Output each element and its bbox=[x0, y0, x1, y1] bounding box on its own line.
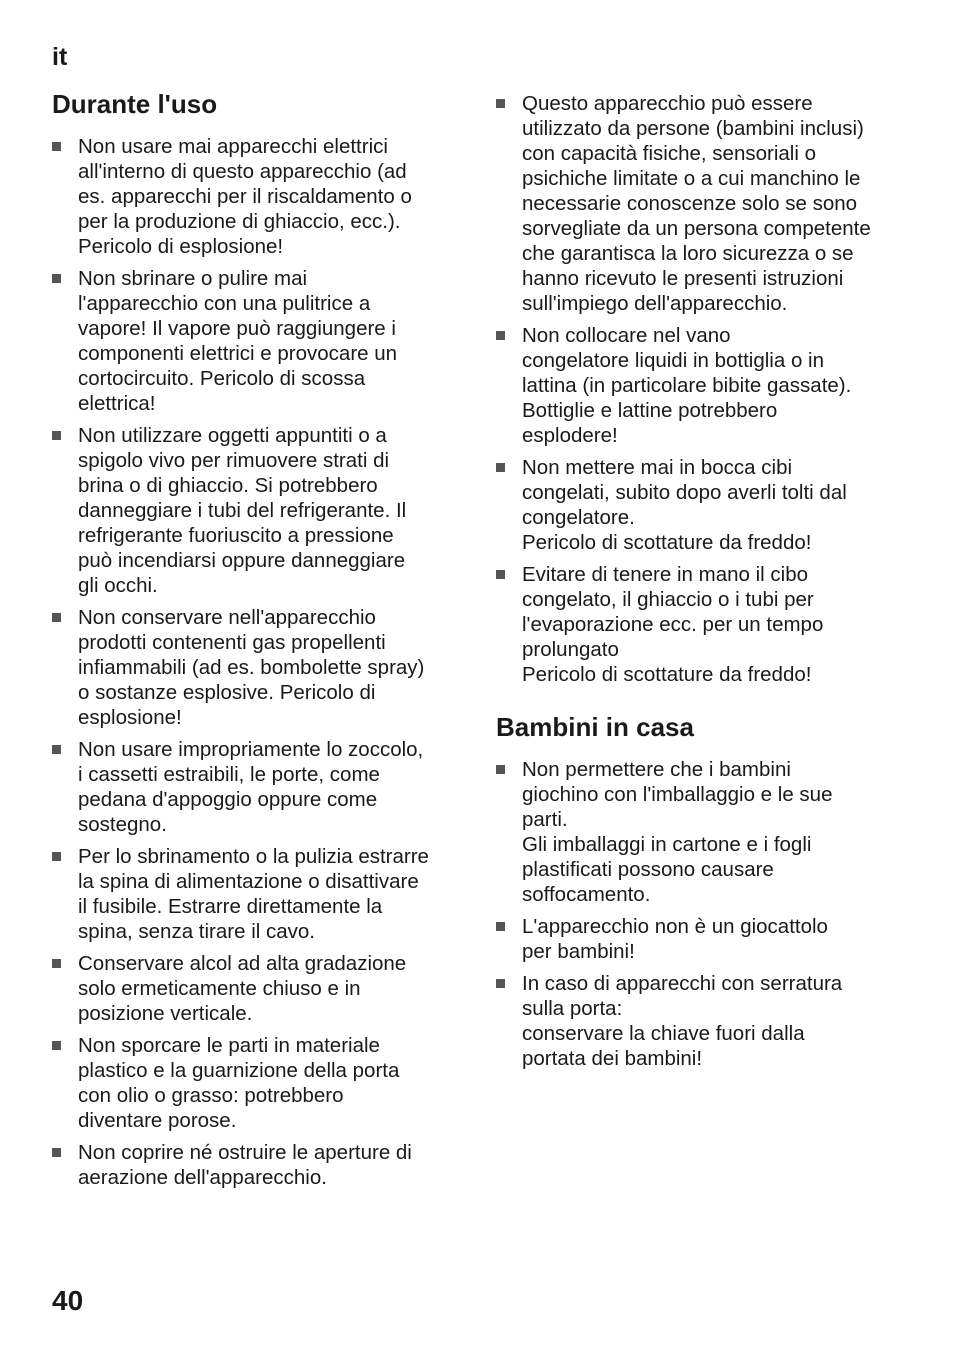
square-bullet-icon bbox=[52, 745, 61, 754]
list-item-line: Conservare alcol ad alta gradazione bbox=[78, 952, 407, 975]
list-item bbox=[496, 323, 906, 448]
list-item-line: con capacità fisiche, sensoriali o bbox=[522, 142, 816, 165]
list-item-line: soffocamento. bbox=[522, 883, 651, 906]
list-item-line: vapore! Il vapore può raggiungere i bbox=[78, 317, 396, 340]
list-item-line: per la produzione di ghiaccio, ecc.). bbox=[78, 210, 401, 233]
list-item-line: Pericolo di scottature da freddo! bbox=[522, 663, 812, 686]
list-item-line: refrigerante fuoriuscito a pressione bbox=[78, 524, 394, 547]
safety-list-durante-uso bbox=[52, 134, 462, 1197]
list-item-line: congelato, il ghiaccio o i tubi per bbox=[522, 588, 814, 611]
list-item bbox=[52, 1140, 462, 1190]
list-item-line: portata dei bambini! bbox=[522, 1047, 703, 1070]
list-item bbox=[52, 605, 462, 730]
list-item-line: congelatore liquidi in bottiglia o in bbox=[522, 349, 825, 372]
list-item-line: Questo apparecchio può essere bbox=[522, 92, 813, 115]
safety-list-continued bbox=[496, 91, 906, 694]
square-bullet-icon bbox=[52, 274, 61, 283]
list-item-line: spigolo vivo per rimuovere strati di bbox=[78, 449, 390, 472]
list-item-line: o sostanze esplosive. Pericolo di bbox=[78, 681, 376, 704]
list-item-line: infiammabili (ad es. bombolette spray) bbox=[78, 656, 425, 679]
list-item-line: congelati, subito dopo averli tolti dal bbox=[522, 481, 847, 504]
list-item-line: esplosione! bbox=[78, 706, 182, 729]
square-bullet-icon bbox=[52, 142, 61, 151]
list-item bbox=[496, 455, 906, 555]
list-item-line: elettrica! bbox=[78, 392, 156, 415]
list-item-line: psichiche limitate o a cui manchino le bbox=[522, 167, 861, 190]
list-item-line: Non utilizzare oggetti appuntiti o a bbox=[78, 424, 387, 447]
list-item-line: In caso di apparecchi con serratura bbox=[522, 972, 843, 995]
list-item-line: gli occhi. bbox=[78, 574, 158, 597]
list-item-line: es. apparecchi per il riscaldamento o bbox=[78, 185, 412, 208]
square-bullet-icon bbox=[52, 1148, 61, 1157]
list-item-line: con olio o grasso: potrebbero bbox=[78, 1084, 344, 1107]
list-item bbox=[52, 134, 462, 259]
square-bullet-icon bbox=[52, 613, 61, 622]
list-item-line: conservare la chiave fuori dalla bbox=[522, 1022, 805, 1045]
list-item-line: sostegno. bbox=[78, 813, 167, 836]
list-item-line: sull'impiego dell'apparecchio. bbox=[522, 292, 788, 315]
list-item-line: Pericolo di scottature da freddo! bbox=[522, 531, 812, 554]
list-item-line: cortocircuito. Pericolo di scossa bbox=[78, 367, 366, 390]
list-item bbox=[496, 562, 906, 687]
list-item-line: l'evaporazione ecc. per un tempo bbox=[522, 613, 824, 636]
list-item-line: diventare porose. bbox=[78, 1109, 237, 1132]
list-item-line: necessarie conoscenze solo se sono bbox=[522, 192, 858, 215]
list-item-line: prodotti contenenti gas propellenti bbox=[78, 631, 386, 654]
list-item-line: L'apparecchio non è un giocattolo bbox=[522, 915, 828, 938]
list-item bbox=[496, 91, 906, 316]
list-item-line: Non permettere che i bambini bbox=[522, 758, 791, 781]
list-item-line: Non mettere mai in bocca cibi bbox=[522, 456, 793, 479]
square-bullet-icon bbox=[496, 331, 505, 340]
square-bullet-icon bbox=[496, 570, 505, 579]
list-item-line: sulla porta: bbox=[522, 997, 623, 1020]
list-item-line: pedana d'appoggio oppure come bbox=[78, 788, 378, 811]
list-item bbox=[52, 844, 462, 944]
list-item-line: giochino con l'imballaggio e le sue bbox=[522, 783, 833, 806]
list-item bbox=[52, 737, 462, 837]
list-item-line: l'apparecchio con una pulitrice a bbox=[78, 292, 371, 315]
page-number: 40 bbox=[52, 1285, 84, 1316]
list-item-line: plastificati possono causare bbox=[522, 858, 774, 881]
section-title-bambini: Bambini in casa bbox=[496, 712, 694, 742]
list-item-line: Pericolo di esplosione! bbox=[78, 235, 284, 258]
list-item bbox=[52, 951, 462, 1026]
list-item-line: parti. bbox=[522, 808, 568, 831]
list-item-line: all'interno di questo apparecchio (ad bbox=[78, 160, 407, 183]
list-item-line: spina, senza tirare il cavo. bbox=[78, 920, 316, 943]
list-item bbox=[52, 1033, 462, 1133]
list-item-line: il fusibile. Estrarre direttamente la bbox=[78, 895, 383, 918]
square-bullet-icon bbox=[52, 852, 61, 861]
list-item-line: plastico e la guarnizione della porta bbox=[78, 1059, 400, 1082]
square-bullet-icon bbox=[52, 431, 61, 440]
list-item-line: Non usare mai apparecchi elettrici bbox=[78, 135, 388, 158]
list-item-line: sorvegliate da un persona competente bbox=[522, 217, 871, 240]
list-item-line: brina o di ghiaccio. Si potrebbero bbox=[78, 474, 378, 497]
list-item-line: può incendiarsi oppure danneggiare bbox=[78, 549, 406, 572]
list-item-line: componenti elettrici e provocare un bbox=[78, 342, 398, 365]
square-bullet-icon bbox=[496, 979, 505, 988]
list-item-line: congelatore. bbox=[522, 506, 635, 529]
list-item-line: Non coprire né ostruire le aperture di bbox=[78, 1141, 412, 1164]
list-item-line: posizione verticale. bbox=[78, 1002, 253, 1025]
safety-list-bambini bbox=[496, 757, 906, 1078]
list-item-line: Non sporcare le parti in materiale bbox=[78, 1034, 380, 1057]
list-item-line: prolungato bbox=[522, 638, 619, 661]
list-item-line: aerazione dell'apparecchio. bbox=[78, 1166, 327, 1189]
list-item-line: Evitare di tenere in mano il cibo bbox=[522, 563, 809, 586]
list-item-line: Bottiglie e lattine potrebbero bbox=[522, 399, 778, 422]
list-item bbox=[496, 971, 906, 1071]
list-item-line: lattina (in particolare bibite gassate). bbox=[522, 374, 852, 397]
list-item-line: per bambini! bbox=[522, 940, 635, 963]
section-title-durante-uso: Durante l'uso bbox=[52, 89, 218, 119]
list-item bbox=[496, 914, 906, 964]
list-item-line: Gli imballaggi in cartone e i fogli bbox=[522, 833, 812, 856]
list-item bbox=[52, 266, 462, 416]
square-bullet-icon bbox=[496, 463, 505, 472]
square-bullet-icon bbox=[52, 1041, 61, 1050]
list-item-line: Non collocare nel vano bbox=[522, 324, 731, 347]
square-bullet-icon bbox=[52, 959, 61, 968]
list-item-line: Non sbrinare o pulire mai bbox=[78, 267, 308, 290]
list-item-line: Non usare impropriamente lo zoccolo, bbox=[78, 738, 424, 761]
list-item-line: hanno ricevuto le presenti istruzioni bbox=[522, 267, 844, 290]
list-item-line: esplodere! bbox=[522, 424, 618, 447]
list-item bbox=[496, 757, 906, 907]
square-bullet-icon bbox=[496, 765, 505, 774]
list-item-line: che garantisca la loro sicurezza o se bbox=[522, 242, 854, 265]
list-item-line: Per lo sbrinamento o la pulizia estrarre bbox=[78, 845, 429, 868]
square-bullet-icon bbox=[496, 99, 505, 108]
language-code: it bbox=[52, 43, 68, 71]
list-item-line: danneggiare i tubi del refrigerante. Il bbox=[78, 499, 407, 522]
list-item-line: la spina di alimentazione o disattivare bbox=[78, 870, 419, 893]
list-item-line: i cassetti estraibili, le porte, come bbox=[78, 763, 380, 786]
list-item-line: solo ermeticamente chiuso e in bbox=[78, 977, 361, 1000]
square-bullet-icon bbox=[496, 922, 505, 931]
list-item-line: Non conservare nell'apparecchio bbox=[78, 606, 376, 629]
list-item-line: utilizzato da persone (bambini inclusi) bbox=[522, 117, 864, 140]
list-item bbox=[52, 423, 462, 598]
